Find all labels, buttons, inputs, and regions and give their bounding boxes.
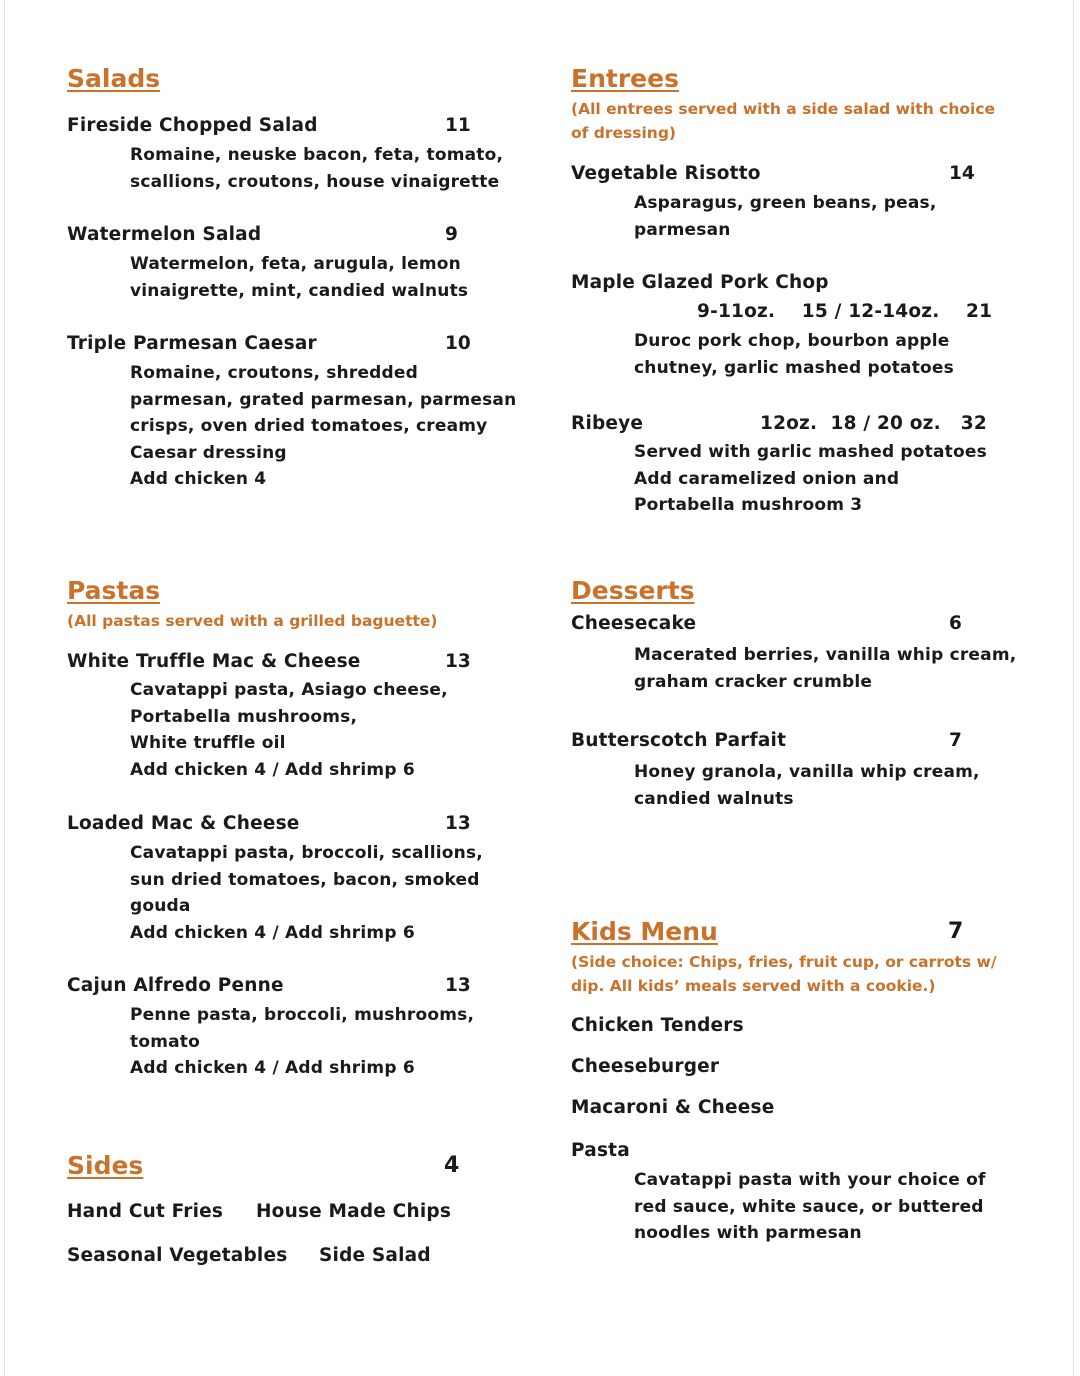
menu-item-name: Watermelon Salad	[67, 224, 262, 245]
menu-item-description: Romaine, neuske bacon, feta, tomato, scallions, croutons, house vinaigrette	[130, 145, 504, 192]
menu-item-price: 13	[445, 651, 471, 672]
kids-menu-heading: Kids Menu	[571, 917, 718, 946]
pastas-heading: Pastas	[67, 576, 161, 605]
entrees-note: (All entrees served with a side salad with choice of dressing)	[571, 100, 996, 142]
menu-item-size-prices: 9-11oz. 15 / 12-14oz. 21	[697, 301, 993, 322]
menu-item-price: 11	[445, 115, 471, 136]
menu-item-name: Maple Glazed Pork Chop	[571, 272, 829, 293]
menu-item-name: Fireside Chopped Salad	[67, 115, 318, 136]
menu-item-description: Romaine, croutons, shredded parmesan, grated parmesan, parmesan crisps, oven dried tomatoes, creamy Caesar dressing Add chicken 4	[130, 363, 517, 489]
menu-item-name: Ribeye	[571, 413, 644, 434]
salads-heading: Salads	[67, 64, 161, 93]
side-item: Side Salad	[319, 1245, 431, 1266]
kids-menu-note: (Side choice: Chips, fries, fruit cup, or carrots w/ dip. All kids’ meals served with a cookie.)	[571, 953, 997, 995]
menu-item-name: Butterscotch Parfait	[571, 730, 787, 751]
menu-item-name: Cajun Alfredo Penne	[67, 975, 284, 996]
menu-item-description: Served with garlic mashed potatoes Add caramelized onion and Portabella mushroom 3	[634, 442, 987, 515]
menu-item-price: 13	[445, 975, 471, 996]
side-item: Hand Cut Fries	[67, 1201, 224, 1222]
kids-pasta-description: Cavatappi pasta with your choice of red sauce, white sauce, or buttered noodles with parmesan	[634, 1170, 986, 1243]
desserts-heading: Desserts	[571, 576, 695, 605]
sides-heading: Sides	[67, 1151, 144, 1180]
kids-item: Pasta	[571, 1140, 630, 1161]
kids-item: Macaroni & Cheese	[571, 1097, 775, 1118]
menu-item-name: Cheesecake	[571, 613, 697, 634]
menu-item-description: Cavatappi pasta, Asiago cheese, Portabella mushrooms, White truffle oil Add chicken 4 / Add shrimp 6	[130, 680, 448, 780]
menu-item-price: 14	[949, 163, 975, 184]
menu-item-description: Asparagus, green beans, peas, parmesan	[634, 193, 937, 240]
menu-item-name: White Truffle Mac & Cheese	[67, 651, 361, 672]
menu-item-description: Watermelon, feta, arugula, lemon vinaigrette, mint, candied walnuts	[130, 254, 469, 301]
sides-price: 4	[444, 1153, 460, 1178]
side-item: Seasonal Vegetables	[67, 1245, 288, 1266]
menu-item-price: 13	[445, 813, 471, 834]
pastas-note: (All pastas served with a grilled baguette)	[67, 612, 438, 630]
menu-item-description: Cavatappi pasta, broccoli, scallions, sun dried tomatoes, bacon, smoked gouda Add chicken 4 / Add shrimp 6	[130, 843, 483, 943]
menu-item-price: 10	[445, 333, 471, 354]
menu-item-description: Honey granola, vanilla whip cream, candied walnuts	[634, 762, 980, 809]
menu-item-size-prices: 12oz. 18 / 20 oz. 32	[760, 413, 987, 434]
kids-item: Cheeseburger	[571, 1056, 720, 1077]
menu-item-name: Vegetable Risotto	[571, 163, 761, 184]
menu-item-name: Triple Parmesan Caesar	[67, 333, 317, 354]
menu-item-name: Loaded Mac & Cheese	[67, 813, 300, 834]
menu-item-description: Penne pasta, broccoli, mushrooms, tomato Add chicken 4 / Add shrimp 6	[130, 1005, 475, 1078]
menu-item-description: Duroc pork chop, bourbon apple chutney, garlic mashed potatoes	[634, 331, 954, 378]
menu-item-price: 9	[445, 224, 458, 245]
kids-menu-price: 7	[948, 919, 964, 944]
entrees-heading: Entrees	[571, 64, 679, 93]
kids-item: Chicken Tenders	[571, 1015, 744, 1036]
menu-item-price: 6	[949, 613, 962, 634]
menu-item-price: 7	[949, 730, 962, 751]
side-item: House Made Chips	[256, 1201, 452, 1222]
menu-item-description: Macerated berries, vanilla whip cream, graham cracker crumble	[634, 645, 1017, 692]
